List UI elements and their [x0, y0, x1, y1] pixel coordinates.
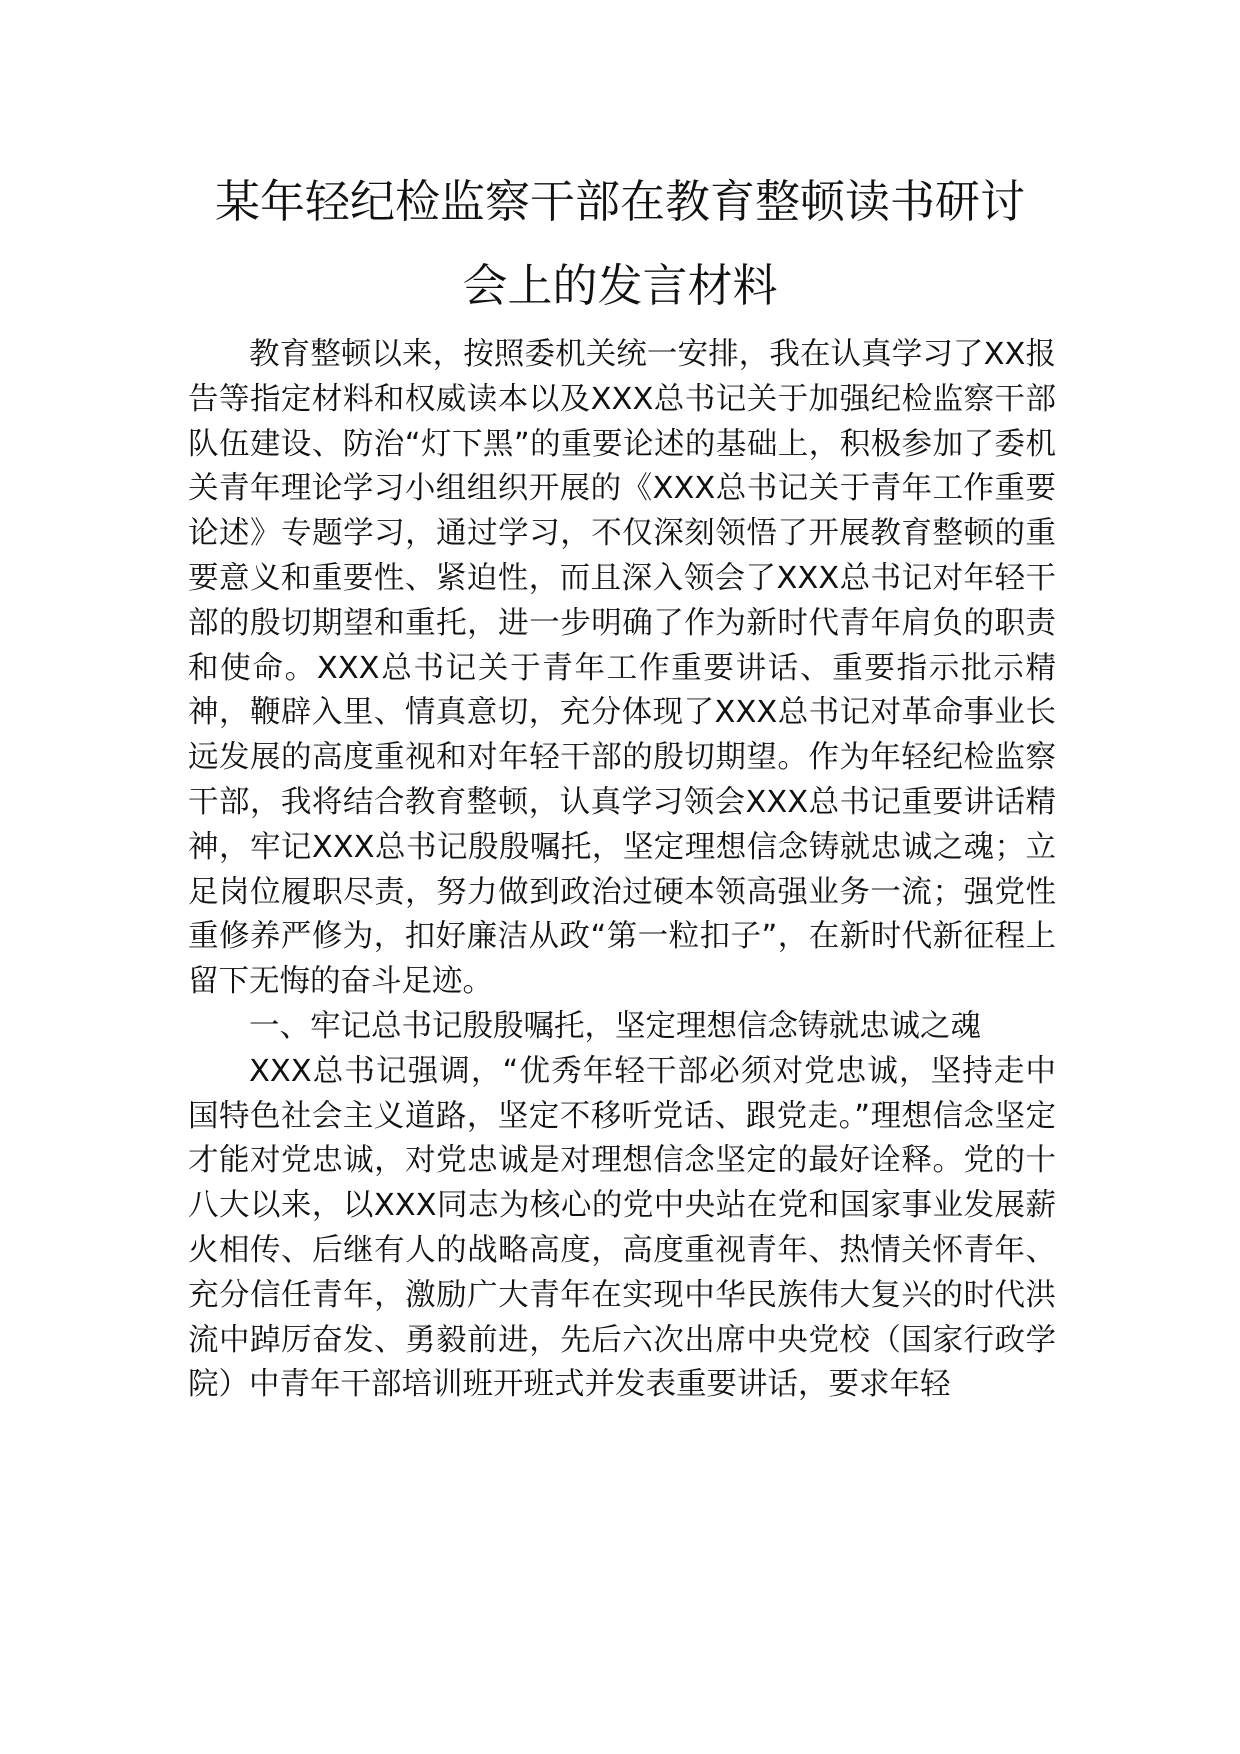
- document-title-line-1: 某年轻纪检监察干部在教育整顿读书研讨: [214, 175, 1025, 228]
- intro-paragraph: 教育整顿以来，按照委机关统一安排，我在认真学习了XX报告等指定材料和权威读本以及XXX总书记关于加强纪检监察干部队伍建设、防治“灯下黑”的重要论述的基础上，积极参加了委机关青年理论学习小组组织开展的《XXX总书记关于青年工作重要论述》专题学习，通过学习，不仅深刻领悟了开展教育整顿的重要意义和重要性、紧迫性，而且深入领会了XXX总书记对年轻干部的殷切期望和重托，进一步明确了作为新时代青年肩负的职责和使命。XXX总书记关于青年工作重要讲话、重要指示批示精神，鞭辟入里、情真意切，充分体现了XXX总书记对革命事业长远发展的高度重视和对年轻干部的殷切期望。作为年轻纪检监察干部，我将结合教育整顿，认真学习领会XXX总书记重要讲话精神，牢记XXX总书记殷殷嘱托，坚定理想信念铸就忠诚之魂；立足岗位履职尽责，努力做到政治过硬本领高强业务一流；强党性重修养严修为，扣好廉洁从政“第一粒扣子”，在新时代新征程上留下无悔的奋斗足迹。: [188, 337, 1056, 1000]
- document-body: [188, 333, 1056, 1408]
- document-title-line-2: 会上的发言材料: [462, 259, 778, 312]
- section-paragraph: XXX总书记强调，“优秀年轻干部必须对党忠诚，坚持走中国特色社会主义道路，坚定不移听党话、跟党走。”理想信念坚定才能对党忠诚，对党忠诚是对理想信念坚定的最好诠释。党的十八大以来，以XXX同志为核心的党中央站在党和国家事业发展薪火相传、后继有人的战略高度，高度重视青年、热情关怀青年、充分信任青年，激励广大青年在实现中华民族伟大复兴的时代洪流中踔厉奋发、勇毅前进，先后六次出席中央党校（国家行政学院）中青年干部培训班开班式并发表重要讲话，要求年轻: [188, 1053, 1056, 1403]
- section-heading: 一、牢记总书记殷殷嘱托，坚定理想信念铸就忠诚之魂: [249, 1008, 981, 1044]
